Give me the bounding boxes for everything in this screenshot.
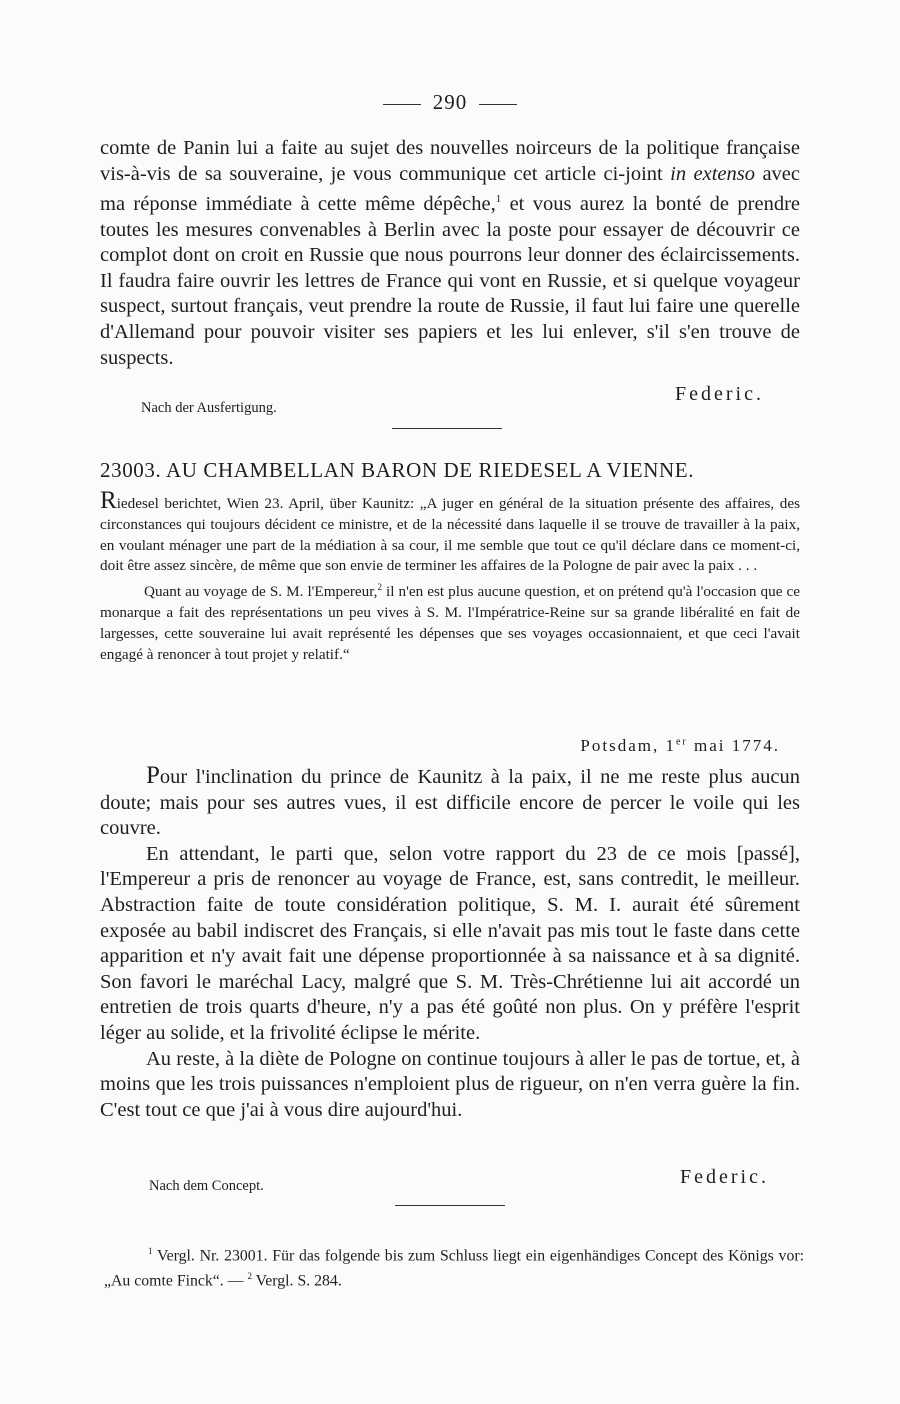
- continuation-text-1: comte de Panin lui a faite au sujet des nouvelles noirceurs de la politique française vis-à-vis de sa souveraine, je vous communique cet article ci-joint: [100, 137, 800, 185]
- body-paragraph-1: [100, 763, 800, 842]
- letter-heading: 23003. AU CHAMBELLAN BARON DE RIEDESEL A VIENNE.: [100, 458, 695, 482]
- report-text-1: iedesel berichtet, Wien 23. April, über Kaunitz: „A juger en général de la situation présente des affaires, des circonstances qui toujours décident ce ministre, et de la nécessité dans laquelle il se trouve de travailler à la paix, en voulant ménager une part de la médiation à sa cour, il me semble que tout ce qu'il déclare dans ce moment-ci, doit être assez sincère, de même que son envie de terminer les affaires de la Pologne de pair avec la paix . . .: [100, 495, 800, 575]
- place-date: [580, 736, 780, 756]
- report-paragraph-2: [100, 577, 800, 665]
- report-text-2a: Quant au voyage de S. M. l'Empereur,: [144, 583, 378, 601]
- date-superscript: er: [675, 736, 688, 748]
- letter-body: [100, 763, 800, 1123]
- page-number: 290: [432, 90, 468, 114]
- body-text-1: our l'inclination du prince de Kaunitz à la paix, il ne me reste plus aucun doute; mais pour ses autres vues, il est difficile encore de percer le voile qui les couvre.: [100, 766, 800, 840]
- previous-letter-continuation: [100, 136, 800, 371]
- header-dash-left: [383, 104, 421, 105]
- date-day: 1: [665, 736, 676, 755]
- footnote-ref-1: 1: [495, 193, 502, 206]
- source-note-top: Nach der Ausfertigung.: [141, 400, 277, 416]
- body-paragraph-3: Au reste, à la diète de Pologne on continue toujours à aller le pas de tortue, et, à moins que les trois puissances n'emploient plus de rigueur, on n'en verra guère la fin. C'est tout ce que j'ai à vous dire aujourd'hui.: [100, 1047, 800, 1121]
- report-summary: [100, 487, 800, 665]
- page-header: [0, 90, 900, 115]
- place: Potsdam,: [580, 736, 660, 755]
- date-rest: mai 1774.: [687, 736, 780, 755]
- continuation-emphasis: in extenso: [670, 162, 756, 185]
- body-dropcap: P: [146, 762, 160, 789]
- source-note-bottom: Nach dem Concept.: [149, 1178, 264, 1194]
- section-divider-2: [395, 1205, 505, 1206]
- footnote-text-2: Vergl. S. 284.: [251, 1272, 342, 1290]
- continuation-text-3: et vous aurez la bonté de prendre toutes les mesures convenables à Berlin avec la poste pour essayer de découvrir ce complot dont on croit en Russie que nous pourrons leur donner des éclaircissements. Il faudra faire ouvrir les lettres de France qui vont en Russie, et si quelque voyageur suspect, surtout français, veut prendre la route de Russie, il faut lui faire une querelle d'Allemand pour pouvoir visiter ses papiers et les lui enlever, s'il s'en trouve de suspects.: [100, 193, 800, 369]
- body-paragraph-2: En attendant, le parti que, selon votre rapport du 23 de ce mois [passé], l'Empereur a pris de renoncer au voyage de France, est, sans contredit, le meilleur. Abstraction faite de toute considération politique, S. M. I. aurait été sûrement exposée au babil indiscret des Français, si elle n'avait pas mis tout le faste dans cette apparition et n'y avait fait une dépense proportionnée à sa naissance et à sa dignité. Son favori le maréchal Lacy, malgré que S. M. Très-Chrétienne lui ait accordé un entretien de trois quarts d'heure, n'y a pas été goûté non plus. On y préfère l'esprit léger au solide, et la frivolité éclipse le mérite.: [100, 842, 800, 1044]
- report-dropcap: R: [100, 487, 117, 514]
- report-text-2b: il n'en est plus aucune question, et on prétend qu'à l'occasion que ce monarque a fait des représentations un peu vives à S. M. l'Impératrice-Reine sur sa grande libéralité en fait de largesses, cette souveraine lui avait représenté les dépenses que ses voyages occasionnaient, et que ceci l'avait engagé à renoncer à tout projet y relatif.“: [100, 583, 800, 663]
- signature-bottom: Federic.: [680, 1166, 769, 1188]
- continuation-text-2: avec ma réponse immédiate à cette même dépêche,: [100, 162, 800, 216]
- footnote-mark-1: 1: [148, 1246, 153, 1256]
- continuation-paragraph: [100, 136, 800, 371]
- header-dash-right: [479, 104, 517, 105]
- footnote-text-1: Vergl. Nr. 23001. Für das folgende bis zum Schluss liegt ein eigenhändiges Concept des Königs vor: „Au comte Finck“. —: [104, 1247, 804, 1290]
- section-divider-1: [392, 428, 502, 429]
- footnote-mark-2: 2: [247, 1271, 252, 1282]
- footnotes: [104, 1241, 804, 1292]
- report-paragraph-1: [100, 487, 800, 577]
- signature-top: Federic.: [675, 383, 764, 405]
- footnote-ref-2: 2: [377, 582, 382, 593]
